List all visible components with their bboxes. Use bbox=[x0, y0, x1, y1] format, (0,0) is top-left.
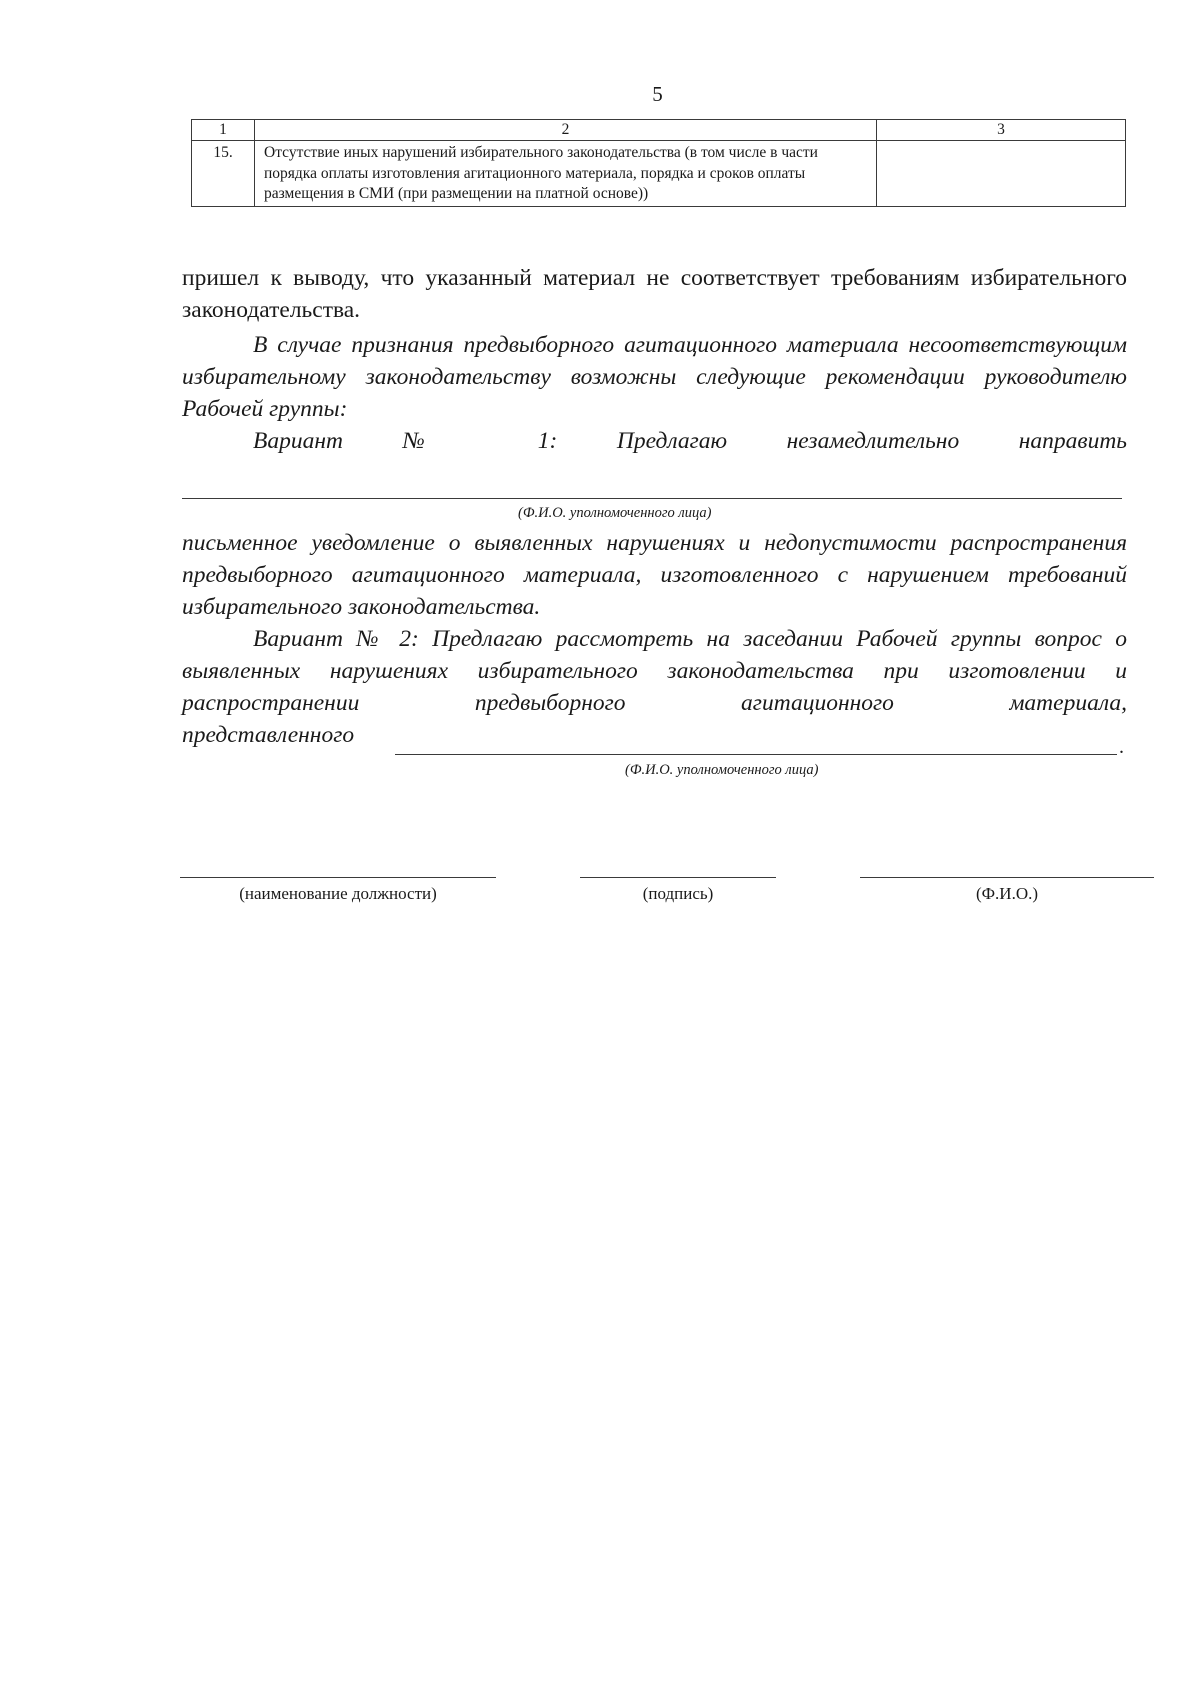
conclusion-block bbox=[182, 262, 1127, 457]
fio-caption: (Ф.И.О. уполномоченного лица) bbox=[518, 505, 712, 521]
signature-line bbox=[580, 877, 776, 878]
name-caption: (Ф.И.О.) bbox=[975, 884, 1039, 903]
variant-2-paragraph: Вариант № 2: Предлагаю рассмотреть на заседании Рабочей группы вопрос о выявленных нарушениях избирательного законодательства при изготовлении и распространении предвыборного агитационного материала, bbox=[182, 626, 1127, 716]
position-line bbox=[180, 877, 496, 878]
variant-1-start: Вариант № 1: Предлагаю незамедлительно направить bbox=[253, 428, 1127, 454]
signature-caption: (подпись) bbox=[642, 884, 714, 903]
conclusion-paragraph: пришел к выводу, что указанный материал не соответствует требованиям избирательного законодательства. bbox=[182, 265, 1127, 323]
table-header-cell: 1 bbox=[192, 120, 255, 141]
table-header-cell: 3 bbox=[877, 120, 1126, 141]
fio-fill-line bbox=[182, 498, 1122, 499]
page-number: 5 bbox=[652, 82, 663, 106]
table-row bbox=[192, 141, 1126, 207]
name-line bbox=[860, 877, 1154, 878]
fio-fill-line-2 bbox=[395, 754, 1117, 755]
requirements-table bbox=[191, 119, 1126, 207]
variant-2-end-text: представленного bbox=[182, 722, 355, 748]
recommendation-intro: В случае признания предвыборного агитационного материала несоответствующим избирательному законодательству возможны следующие рекомендации руководителю Рабочей группы: bbox=[182, 332, 1127, 422]
result-cell bbox=[877, 141, 1126, 207]
table-header-cell: 2 bbox=[255, 120, 877, 141]
table-header-row bbox=[192, 120, 1126, 141]
fio-caption-2: (Ф.И.О. уполномоченного лица) bbox=[625, 762, 819, 778]
variant-2-end bbox=[182, 719, 1127, 751]
requirement-text: Отсутствие иных нарушений избирательного законодательства (в том числе в части порядка оплаты изготовления агитационного материала, порядка и сроков оплаты размещения в СМИ (при размещении на платной основе)) bbox=[255, 141, 877, 207]
variant-1-block bbox=[182, 527, 1127, 751]
variant-1-continuation: письменное уведомление о выявленных нарушениях и недопустимости распространения предвыборного агитационного материала, изготовленного с нарушением требований избирательного законодательства. bbox=[182, 530, 1127, 620]
row-number: 15. bbox=[192, 141, 255, 207]
position-caption: (наименование должности) bbox=[239, 884, 437, 903]
period-mark: . bbox=[1119, 736, 1124, 758]
